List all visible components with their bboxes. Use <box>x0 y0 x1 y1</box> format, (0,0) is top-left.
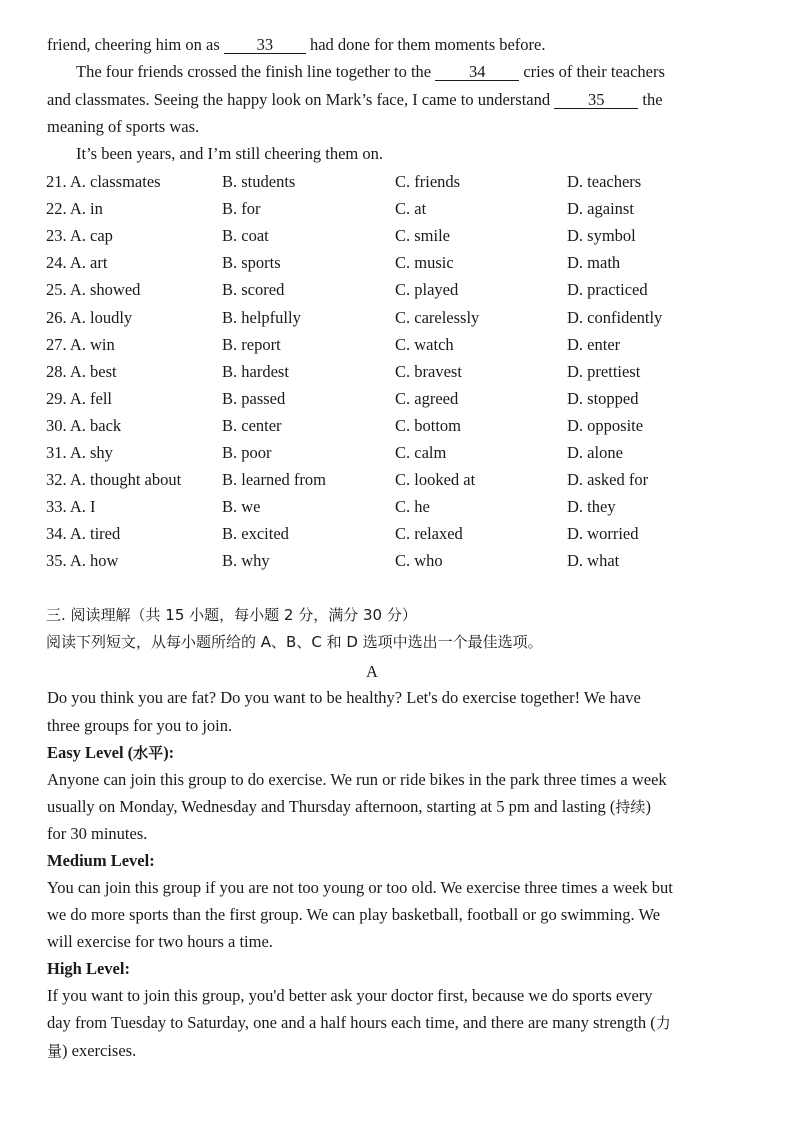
option-c: C. agreed <box>395 388 459 408</box>
text: usually on Monday, Wednesday and Thursday afternoon, starting at 5 pm and lasting ( <box>47 797 616 816</box>
option-text: A. art <box>69 253 108 273</box>
option-b: B. hardest <box>222 361 289 381</box>
option-row <box>0 280 794 300</box>
option-row <box>0 335 794 355</box>
option-text: A. in <box>69 199 103 219</box>
question-number: 33. <box>46 497 67 517</box>
text: 持续 <box>615 798 646 816</box>
passage-line-2 <box>76 62 665 82</box>
medium-level-heading: Medium Level: <box>47 851 155 870</box>
option-c: C. bottom <box>395 415 462 435</box>
option-a <box>46 362 117 382</box>
option-a <box>46 497 96 517</box>
option-c: C. watch <box>395 334 454 354</box>
blank-33 <box>224 36 306 54</box>
option-c: C. looked at <box>395 470 476 490</box>
question-number: 31. <box>46 443 67 462</box>
question-number: 21. <box>46 172 67 191</box>
option-text: A. showed <box>69 280 141 300</box>
question-number: 28. <box>46 361 67 381</box>
option-a <box>46 524 120 544</box>
option-a <box>46 199 103 219</box>
option-b: B. students <box>222 172 296 191</box>
option-d: D. practiced <box>567 280 648 300</box>
intro-line-1: Do you think you are fat? Do you want to be healthy? Let's do exercise together! We have <box>47 688 641 707</box>
option-d: D. symbol <box>567 226 636 246</box>
option-b: B. sports <box>222 253 281 273</box>
option-row <box>0 389 794 409</box>
option-d: D. enter <box>567 334 621 354</box>
text: ) <box>645 797 651 816</box>
question-number: 32. <box>46 470 67 490</box>
option-row <box>0 308 794 328</box>
question-number: 35. <box>46 551 67 571</box>
option-b: B. why <box>222 551 270 571</box>
option-d: D. teachers <box>567 172 642 191</box>
option-a <box>46 253 107 273</box>
option-row <box>0 226 794 246</box>
option-text: A. best <box>69 361 117 381</box>
text: The four friends crossed the finish line together to the <box>76 62 436 81</box>
blank-35 <box>554 91 638 109</box>
option-a <box>46 172 161 192</box>
easy-level-heading <box>47 743 174 763</box>
option-b: B. we <box>222 497 261 517</box>
option-a <box>46 335 115 355</box>
option-d: D. stopped <box>567 388 639 408</box>
text: and classmates. Seeing the happy look on Mark’s face, I came to understand <box>47 90 555 109</box>
option-c: C. at <box>395 199 427 219</box>
passage-line-3 <box>47 90 663 110</box>
easy-line-1: Anyone can join this group to do exercise. We run or ride bikes in the park three times a week <box>47 770 667 789</box>
option-d: D. worried <box>567 524 639 544</box>
medium-line-1: You can join this group if you are not too young or too old. We exercise three times a week but <box>47 878 673 897</box>
option-c: C. who <box>395 551 443 571</box>
option-text: A. classmates <box>69 172 161 191</box>
question-number: 22. <box>46 199 67 219</box>
option-a <box>46 551 118 571</box>
option-c: C. relaxed <box>395 524 463 544</box>
option-c: C. carelessly <box>395 307 480 327</box>
option-b: B. report <box>222 334 281 354</box>
high-line-2 <box>47 1013 671 1033</box>
option-b: B. coat <box>222 226 269 246</box>
high-line-3 <box>47 1041 136 1061</box>
blank-34 <box>435 63 519 81</box>
option-b: B. passed <box>222 388 286 408</box>
option-b: B. poor <box>222 443 272 462</box>
medium-line-3: will exercise for two hours a time. <box>47 932 273 951</box>
option-a <box>46 416 121 436</box>
option-d: D. confidently <box>567 307 663 327</box>
text: day from Tuesday to Saturday, one and a half hours each time, and there are many strength ( <box>47 1013 656 1032</box>
option-c: C. calm <box>395 443 447 462</box>
option-a <box>46 280 140 300</box>
high-line-1: If you want to join this group, you'd better ask your doctor first, because we do sports every <box>47 986 653 1005</box>
question-number: 27. <box>46 334 67 354</box>
question-number: 26. <box>46 307 67 327</box>
section-3-instruction: 阅读下列短文，从每小题所给的 A、B、C 和 D 选项中选出一个最佳选项。 <box>46 633 543 651</box>
option-c: C. played <box>395 280 459 300</box>
option-text: A. fell <box>69 388 112 408</box>
option-c: C. smile <box>395 226 451 246</box>
option-c: C. he <box>395 497 430 517</box>
option-text: A. I <box>69 497 96 517</box>
option-row <box>0 362 794 382</box>
option-row <box>0 443 794 463</box>
question-number: 25. <box>46 280 67 300</box>
option-c: C. bravest <box>395 361 462 381</box>
option-a <box>46 226 113 246</box>
easy-line-3: for 30 minutes. <box>47 824 148 843</box>
blank-number: 34 <box>468 62 486 81</box>
text: 水平 <box>133 744 164 762</box>
option-row <box>0 470 794 490</box>
option-d: D. prettiest <box>567 361 641 381</box>
option-d: D. alone <box>567 443 623 462</box>
option-row <box>0 524 794 544</box>
text: Easy Level ( <box>47 743 134 762</box>
text: ) exercises. <box>62 1041 137 1060</box>
option-text: A. back <box>69 415 122 435</box>
question-number: 23. <box>46 226 67 246</box>
option-a <box>46 470 181 490</box>
option-row <box>0 253 794 273</box>
option-row <box>0 172 794 192</box>
text: 量 <box>47 1042 63 1060</box>
option-a <box>46 389 112 409</box>
option-row <box>0 199 794 219</box>
option-d: D. math <box>567 253 621 273</box>
option-c: C. friends <box>395 172 461 191</box>
option-d: D. against <box>567 199 634 219</box>
blank-number: 35 <box>587 90 605 109</box>
passage-label: A <box>366 662 378 681</box>
option-b: B. for <box>222 199 261 219</box>
option-text: A. how <box>69 551 119 571</box>
option-a <box>46 308 132 328</box>
option-b: B. learned from <box>222 470 327 490</box>
blank-number: 33 <box>256 35 274 54</box>
option-d: D. they <box>567 497 616 517</box>
passage-line-5: It’s been years, and I’m still cheering them on. <box>76 144 383 163</box>
text: ): <box>163 743 175 762</box>
option-d: D. opposite <box>567 415 644 435</box>
question-number: 29. <box>46 388 67 408</box>
passage-line-1 <box>47 35 546 55</box>
option-b: B. excited <box>222 524 289 544</box>
text: cries of their teachers <box>519 62 665 81</box>
option-text: A. win <box>69 334 115 354</box>
option-b: B. scored <box>222 280 285 300</box>
question-number: 34. <box>46 524 67 544</box>
text: had done for them moments before. <box>305 35 546 54</box>
passage-line-4: meaning of sports was. <box>47 117 200 136</box>
text: 力 <box>655 1014 671 1032</box>
option-text: A. cap <box>69 226 113 246</box>
option-d: D. asked for <box>567 470 649 490</box>
section-3-title: 三. 阅读理解（共 15 小题，每小题 2 分，满分 30 分） <box>46 606 417 624</box>
option-text: A. shy <box>69 443 113 462</box>
option-c: C. music <box>395 253 454 273</box>
option-row <box>0 416 794 436</box>
intro-line-2: three groups for you to join. <box>47 716 233 735</box>
text: friend, cheering him on as <box>47 35 224 54</box>
option-text: A. tired <box>69 524 121 544</box>
text: the <box>638 90 663 109</box>
question-number: 30. <box>46 415 67 435</box>
option-row <box>0 497 794 517</box>
question-number: 24. <box>46 253 67 273</box>
option-row <box>0 551 794 571</box>
medium-line-2: we do more sports than the first group. We can play basketball, football or go swimming. We <box>47 905 661 924</box>
option-b: B. helpfully <box>222 307 301 327</box>
high-level-heading: High Level: <box>47 959 130 978</box>
option-text: A. loudly <box>69 307 133 327</box>
option-a <box>46 443 113 463</box>
option-text: A. thought about <box>69 470 182 490</box>
easy-line-2 <box>47 797 651 817</box>
option-b: B. center <box>222 415 282 435</box>
option-d: D. what <box>567 551 620 571</box>
